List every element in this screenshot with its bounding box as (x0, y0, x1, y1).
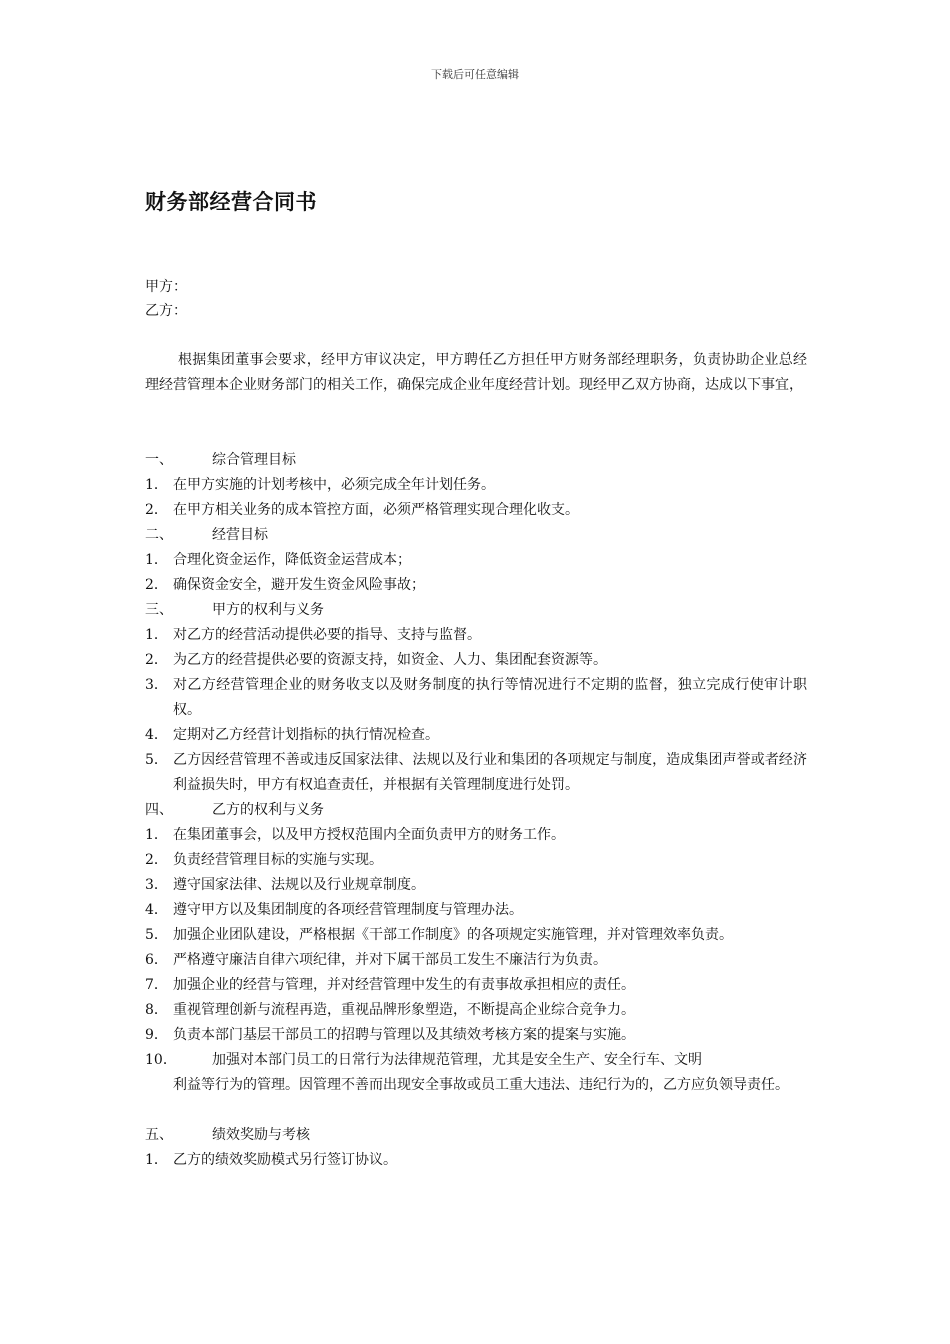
section-heading (145, 448, 807, 473)
item-text: 在甲方实施的计划考核中，必须完成全年计划任务。 (173, 477, 495, 493)
item-text: 遵守国家法律、法规以及行业规章制度。 (173, 877, 425, 893)
section-title: 乙方的权利与义务 (212, 802, 324, 818)
list-item (145, 498, 807, 523)
item-number: 5． (145, 927, 168, 943)
item-text: 加强企业的经营与管理，并对经营管理中发生的有责事故承担相应的责任。 (173, 977, 635, 993)
item-number: 1． (145, 477, 168, 493)
list-item (145, 1048, 807, 1098)
item-text: 加强对本部门员工的日常行为法律规范管理，尤其是安全生产、安全行车、文明 (212, 1052, 702, 1068)
list-item (145, 623, 807, 648)
list-item (145, 923, 807, 948)
document-title: 财务部经营合同书 (145, 189, 317, 214)
item-text: 加强企业团队建设，严格根据《干部工作制度》的各项规定实施管理，并对管理效率负责。 (173, 927, 733, 943)
item-text: 确保资金安全，避开发生资金风险事故； (173, 577, 425, 593)
item-text: 为乙方的经营提供必要的资源支持，如资金、人力、集团配套资源等。 (173, 652, 607, 668)
section-number: 五、 (145, 1127, 173, 1143)
item-text: 严格遵守廉洁自律六项纪律，并对下属干部员工发生不廉洁行为负责。 (173, 952, 607, 968)
section-heading (145, 1123, 807, 1148)
item-number: 8． (145, 1002, 168, 1018)
item-number: 4． (145, 727, 168, 743)
list-item (145, 648, 807, 673)
item-number: 2． (145, 652, 168, 668)
list-item (145, 473, 807, 498)
list-item (145, 573, 807, 598)
item-text: 对乙方经营管理企业的财务收支以及财务制度的执行等情况进行不定期的监督，独立完成行使审计职权。 (173, 677, 807, 718)
contract-sections (145, 448, 807, 1173)
list-item (145, 1023, 807, 1048)
item-text: 定期对乙方经营计划指标的执行情况检查。 (173, 727, 439, 743)
section-number: 二、 (145, 527, 173, 543)
section-number: 一、 (145, 452, 173, 468)
item-number: 4． (145, 902, 168, 918)
section-number: 三、 (145, 602, 173, 618)
item-number: 6． (145, 952, 168, 968)
item-text: 合理化资金运作，降低资金运营成本； (173, 552, 411, 568)
spacer (145, 1098, 807, 1123)
list-item (145, 848, 807, 873)
list-item (145, 898, 807, 923)
party-a-label: 甲方： (145, 279, 187, 295)
item-number: 1． (145, 1152, 168, 1168)
section-heading (145, 523, 807, 548)
section-title: 经营目标 (212, 527, 268, 543)
item-text: 重视管理创新与流程再造，重视品牌形象塑造，不断提高企业综合竞争力。 (173, 1002, 635, 1018)
section-title: 甲方的权利与义务 (212, 602, 324, 618)
item-number: 1． (145, 627, 168, 643)
item-number: 3． (145, 877, 168, 893)
item-text: 乙方因经营管理不善或违反国家法律、法规以及行业和集团的各项规定与制度，造成集团声誉或者经济利益损失时，甲方有权追查责任，并根据有关管理制度进行处罚。 (173, 752, 807, 793)
section-heading (145, 598, 807, 623)
list-item (145, 998, 807, 1023)
list-item (145, 748, 807, 798)
list-item (145, 548, 807, 573)
list-item (145, 948, 807, 973)
item-text: 在集团董事会，以及甲方授权范围内全面负责甲方的财务工作。 (173, 827, 565, 843)
section-title: 绩效奖励与考核 (212, 1127, 310, 1143)
header-note: 下载后可任意编辑 (431, 68, 519, 81)
intro-paragraph: 根据集团董事会要求，经甲方审议决定，甲方聘任乙方担任甲方财务部经理职务，负责协助企业总经理经营管理本企业财务部门的相关工作，确保完成企业年度经营计划。现经甲乙双方协商，达成以下事宜， (145, 352, 807, 393)
list-item (145, 723, 807, 748)
item-number: 3． (145, 677, 168, 693)
item-text: 乙方的绩效奖励模式另行签订协议。 (173, 1152, 397, 1168)
item-number: 5． (145, 752, 168, 768)
party-b-label: 乙方： (145, 303, 187, 319)
list-item (145, 1148, 807, 1173)
section-title: 综合管理目标 (212, 452, 296, 468)
item-number: 9． (145, 1027, 168, 1043)
section-number: 四、 (145, 802, 173, 818)
item-number: 10． (145, 1052, 177, 1068)
item-text: 在甲方相关业务的成本管控方面，必须严格管理实现合理化收支。 (173, 502, 579, 518)
item-number: 1． (145, 827, 168, 843)
item-text: 对乙方的经营活动提供必要的指导、支持与监督。 (173, 627, 481, 643)
item-text-continued: 利益等行为的管理。因管理不善而出现安全事故或员工重大违法、违纪行为的，乙方应负领导责任。 (173, 1077, 789, 1093)
item-text: 负责本部门基层干部员工的招聘与管理以及其绩效考核方案的提案与实施。 (173, 1027, 635, 1043)
item-number: 2． (145, 577, 168, 593)
list-item (145, 973, 807, 998)
item-text: 负责经营管理目标的实施与实现。 (173, 852, 383, 868)
list-item (145, 873, 807, 898)
list-item (145, 823, 807, 848)
item-number: 2． (145, 502, 168, 518)
item-text: 遵守甲方以及集团制度的各项经营管理制度与管理办法。 (173, 902, 523, 918)
item-number: 7． (145, 977, 168, 993)
list-item (145, 673, 807, 723)
item-number: 2． (145, 852, 168, 868)
item-number: 1． (145, 552, 168, 568)
section-heading (145, 798, 807, 823)
